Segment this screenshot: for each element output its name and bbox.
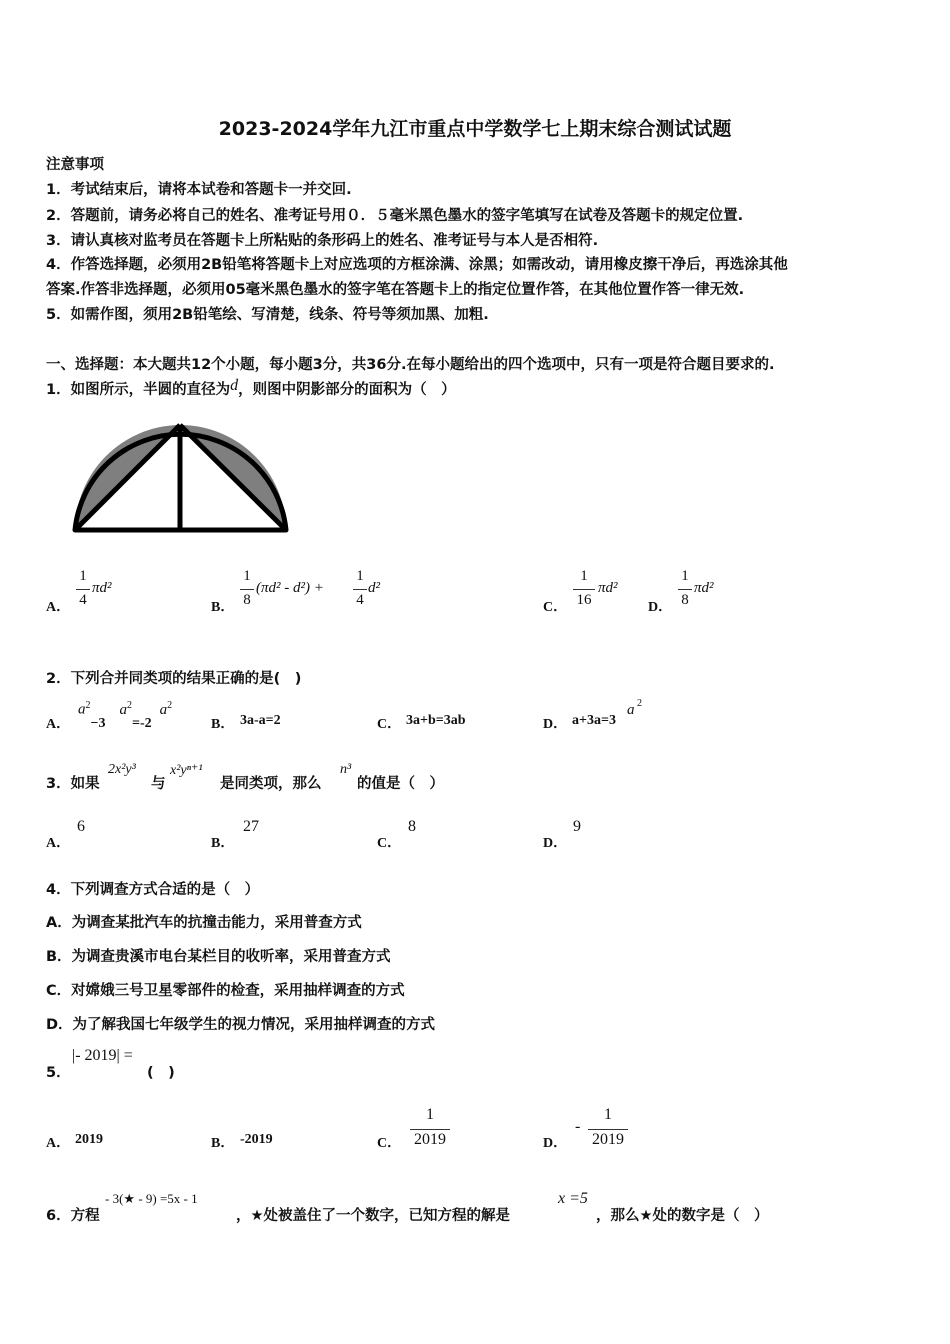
question-3-stem: 的值是（ ） [357, 776, 444, 792]
fraction: 1 8 [678, 568, 692, 614]
expr-x2yn1: x²yⁿ⁺¹ [170, 763, 203, 778]
option-a-expr: $a^2-3a^2=-2a^2$ [78, 700, 173, 731]
question-1-stem: 1．如图所示，半圆的直径为d，则图中阴影部分的面积为（ ） [46, 377, 456, 398]
option-label: B． [211, 1136, 235, 1151]
question-5-number: 5． [46, 1065, 71, 1081]
fraction: 1 2019 [410, 1106, 450, 1154]
option-c-text: 3a+b=3ab [406, 713, 466, 728]
option-label: B． [211, 600, 235, 615]
option-label: C． [377, 836, 402, 851]
expr-n3: n³ [340, 762, 352, 777]
question-3-stem: 是同类项，那么 [220, 776, 322, 792]
notice-item: 3．请认真核对监考员在答题卡上所粘贴的条形码上的姓名、准考证号与本人是否相符. [46, 233, 599, 249]
question-2-stem: 2．下列合并同类项的结果正确的是( ) [46, 671, 302, 687]
option-label: B． [211, 836, 235, 851]
option-d-exp: 2 [637, 698, 642, 709]
notice-heading: 注意事项 [46, 157, 104, 173]
question-6-stem: ，★处被盖住了一个数字，已知方程的解是 [236, 1208, 510, 1224]
option-d-sign: - [575, 1118, 581, 1135]
option-a-expr: πd² [92, 580, 112, 596]
option-a-text: A．为调查某批汽车的抗撞击能力，采用普查方式 [46, 915, 362, 931]
question-6-stem: 6．方程 [46, 1208, 100, 1224]
option-label: A． [46, 836, 71, 851]
option-b-value: -2019 [240, 1132, 273, 1147]
option-d-var: a [627, 702, 635, 718]
option-d-text: a+3a=3 [572, 713, 616, 728]
option-a-value: 6 [77, 818, 85, 835]
option-a-value: 2019 [75, 1132, 103, 1147]
notice-item: 5．如需作图，须用2B铅笔绘、写清楚，线条、符号等须加黑、加粗. [46, 307, 489, 323]
option-label: D． [648, 600, 673, 615]
option-label: B． [211, 717, 235, 732]
option-b-text: 3a-a=2 [240, 713, 281, 728]
notice-item: 2．答题前，请务必将自己的姓名、准考证号用０．５毫米黑色墨水的签字笔填写在试卷及答题卡的规定位置. [46, 208, 744, 224]
expr-2x2y3: 2x²y³ [108, 762, 136, 777]
question-4-stem: 4．下列调查方式合适的是（ ） [46, 882, 260, 898]
option-c-text: C．对嫦娥三号卫星零部件的检查，采用抽样调查的方式 [46, 983, 405, 999]
notice-item: 1．考试结束后，请将本试卷和答题卡一并交回. [46, 182, 352, 198]
option-label: C． [377, 717, 402, 732]
page-title: 2023-2024学年九江市重点中学数学七上期末综合测试试题 [218, 118, 732, 140]
fraction: 1 4 [353, 568, 367, 614]
expr-abs-2019: |- 2019| = [72, 1047, 133, 1064]
expr-solution: x =5 [558, 1190, 588, 1207]
question-6-stem: ，那么★处的数字是（ ） [596, 1208, 769, 1224]
option-b-expr: (πd² - d²) + [256, 580, 324, 596]
option-b-value: 27 [243, 818, 259, 835]
option-label: D． [543, 717, 568, 732]
fraction: 1 2019 [588, 1106, 628, 1154]
option-label: A． [46, 600, 71, 615]
section-heading: 一、选择题：本大题共12个小题，每小题3分，共36分.在每小题给出的四个选项中，只有一项是符合题目要求的. [46, 357, 775, 373]
option-d-text: D．为了解我国七年级学生的视力情况，采用抽样调查的方式 [46, 1017, 436, 1033]
option-b-tail: d² [368, 580, 380, 596]
notice-item: 4．作答选择题，必须用2B铅笔将答题卡上对应选项的方框涂满、涂黑；如需改动，请用橡皮擦干净后，再选涂其他 [46, 257, 788, 273]
option-label: D． [543, 1136, 568, 1151]
option-label: A． [46, 717, 71, 732]
notice-item: 答案.作答非选择题，必须用05毫米黑色墨水的签字笔在答题卡上的指定位置作答，在其他位置作答一律无效. [46, 282, 745, 298]
fraction: 1 8 [240, 568, 254, 614]
option-c-expr: πd² [598, 580, 618, 596]
fraction: 1 16 [573, 568, 595, 614]
option-d-expr: πd² [694, 580, 714, 596]
option-d-value: 9 [573, 818, 581, 835]
question-5-paren: ( ) [147, 1065, 175, 1081]
option-label: A． [46, 1136, 71, 1151]
semicircle-figure [70, 418, 294, 536]
question-3-stem: 与 [151, 776, 166, 792]
option-c-value: 8 [408, 818, 416, 835]
option-b-text: B．为调查贵溪市电台某栏目的收听率，采用普查方式 [46, 949, 391, 965]
expr-equation: - 3(★ - 9) =5x - 1 [105, 1191, 198, 1206]
fraction: 1 4 [76, 568, 90, 614]
question-3-stem: 3．如果 [46, 776, 100, 792]
option-label: C． [377, 1136, 402, 1151]
option-label: C． [543, 600, 568, 615]
option-label: D． [543, 836, 568, 851]
